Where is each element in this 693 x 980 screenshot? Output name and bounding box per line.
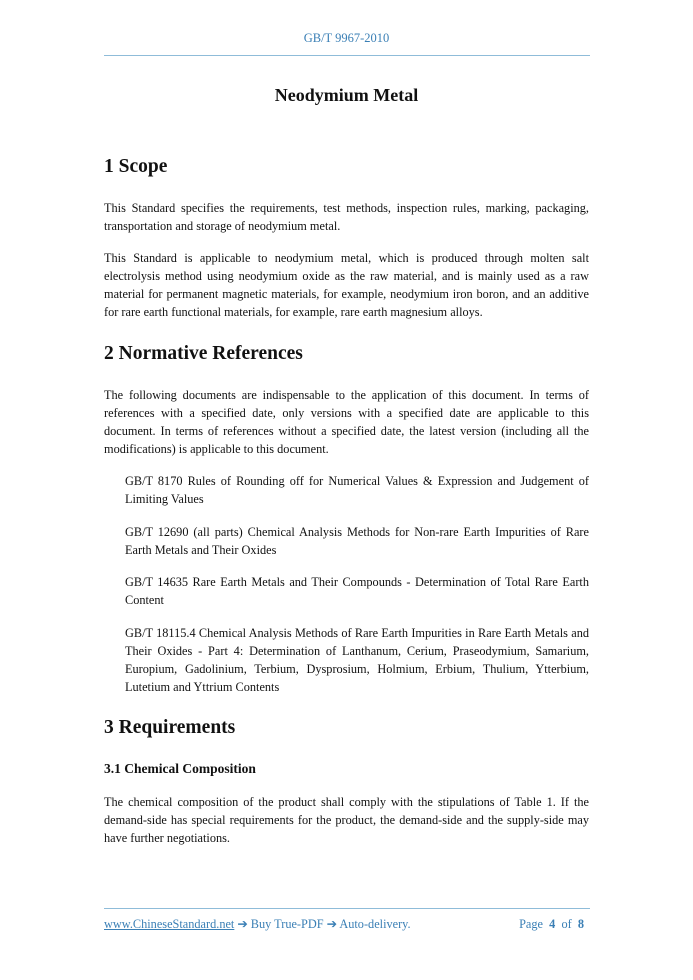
website-link[interactable]: www.ChineseStandard.net xyxy=(104,917,235,931)
reference-item: GB/T 8170 Rules of Rounding off for Numerical Values & Expression and Judgement of Limiting Values xyxy=(125,474,589,506)
section-heading-scope: 1 Scope xyxy=(104,156,168,177)
page-total: 8 xyxy=(577,917,584,931)
section-heading-references: 2 Normative References xyxy=(104,343,303,364)
paragraph: The chemical composition of the product shall comply with the stipulations of Table 1. If the demand-side has special requirements for the product, the demand-side and the supply-side may have further negotiations. xyxy=(104,795,589,845)
reference-item: GB/T 18115.4 Chemical Analysis Methods of Rare Earth Impurities in Rare Earth Metals and Their Oxides - Part 4: Determination of Lanthanum, Cerium, Praseodymium, Samarium, Europium, Gadolinium, Terbium, Dysprosium, Holmium, Erbium, Thulium, Ytterbium, Lutetium and Yttrium Contents xyxy=(125,626,589,694)
page-indicator xyxy=(519,917,584,932)
footer-divider xyxy=(104,908,590,909)
reference-item: GB/T 12690 (all parts) Chemical Analysis Methods for Non-rare Earth Impurities of Rare Earth Metals and Their Oxides xyxy=(125,525,589,557)
subsection-heading: 3.1 Chemical Composition xyxy=(104,761,256,776)
footer xyxy=(104,917,590,932)
page-label: Page xyxy=(519,917,543,931)
paragraph: The following documents are indispensable to the application of this document. In terms of references with a specified date, only versions with a specified date are applicable to this document. In terms of references without a specified date, the latest version (including all the modifications) is applicable to this document. xyxy=(104,388,589,456)
footer-tagline: ➔ Buy True-PDF ➔ Auto-delivery. xyxy=(234,917,411,931)
paragraph: This Standard specifies the requirements, test methods, inspection rules, marking, packaging, transportation and storage of neodymium metal. xyxy=(104,201,589,233)
header-divider xyxy=(104,55,590,56)
page-number: 4 xyxy=(549,917,556,931)
of-label: of xyxy=(561,917,572,931)
section-heading-requirements: 3 Requirements xyxy=(104,717,236,738)
header-doc-code: GB/T 9967-2010 xyxy=(303,31,390,45)
paragraph: This Standard is applicable to neodymium metal, which is produced through molten salt electrolysis method using neodymium oxide as the raw material, and is mainly used as a raw material for permanent magnetic materials, for example, neodymium iron boron, and an additive for rare earth functional materials, for example, rare earth magnesium alloys. xyxy=(104,251,589,319)
reference-item: GB/T 14635 Rare Earth Metals and Their Compounds - Determination of Total Rare Earth Content xyxy=(125,575,589,607)
page-title: Neodymium Metal xyxy=(274,85,419,105)
